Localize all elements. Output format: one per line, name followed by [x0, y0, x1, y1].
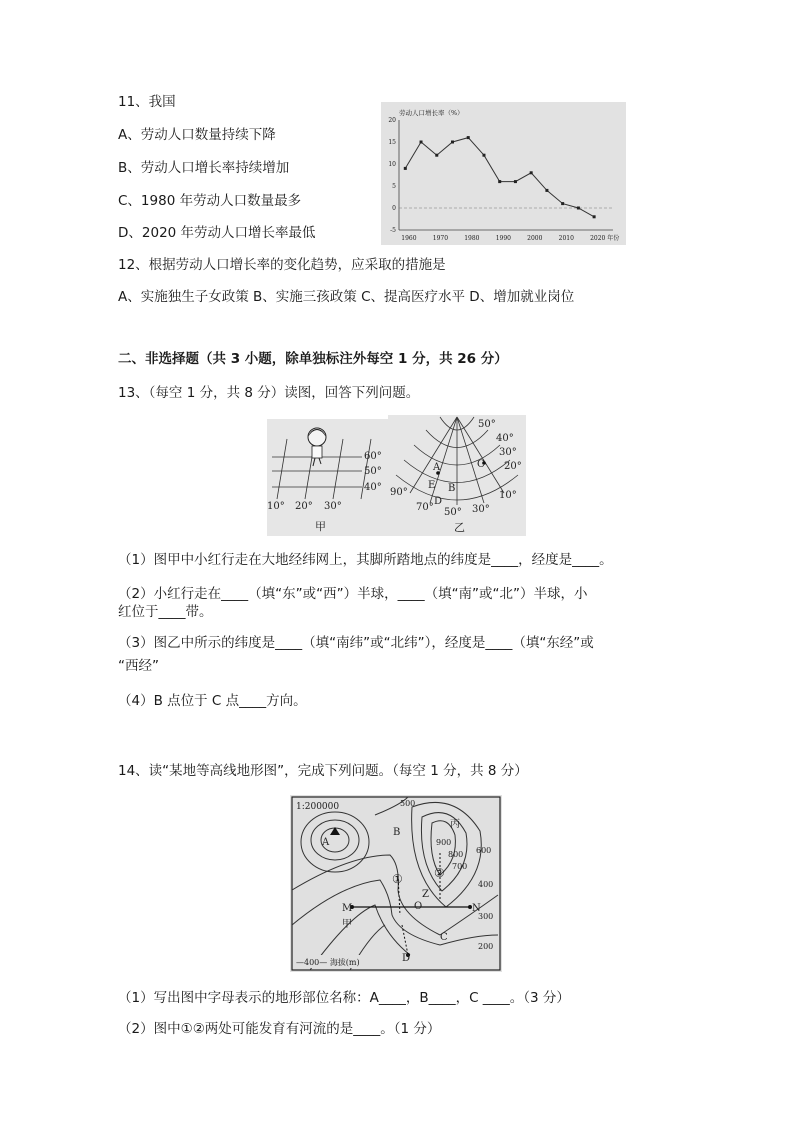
q13-part4: （4）B 点位于 C 点____方向。	[118, 693, 307, 709]
chart-data-point	[420, 141, 423, 144]
chart-data-point	[514, 180, 517, 183]
map-c: C	[440, 932, 448, 943]
yi-point-e: E	[428, 480, 436, 491]
chart-y-tick-label: 0	[392, 205, 396, 212]
map-900: 900	[436, 838, 452, 847]
map-scale: 1:200000	[296, 802, 340, 812]
figure-yi-svg	[388, 415, 526, 536]
chart-y-tick-label: -5	[390, 227, 396, 234]
chart-x-tick-label: 2000	[527, 235, 543, 242]
map-o: O	[414, 901, 423, 912]
q13-part1: （1）图甲中小红行走在大地经纬网上，其脚所踏地点的纬度是____，经度是____。	[118, 552, 613, 568]
chart-data-point	[435, 154, 438, 157]
map-700: 700	[452, 862, 468, 871]
q13-part3-line2: “西经”	[118, 658, 159, 674]
chart-data-point	[577, 207, 580, 210]
figure-jia-svg	[267, 419, 388, 536]
labor-growth-chart-svg	[381, 102, 626, 245]
yi-label-30: 30°	[499, 447, 517, 458]
chart-data-point	[593, 215, 596, 218]
q11-option-d: D、2020 年劳动人口增长率最低	[118, 225, 316, 241]
q11-option-c: C、1980 年劳动人口数量最多	[118, 193, 302, 209]
yi-label-50b: 50°	[444, 507, 462, 518]
chart-y-tick-label: 10	[388, 161, 396, 168]
q11-option-b: B、劳动人口增长率持续增加	[118, 160, 290, 176]
map-jia: 甲	[342, 919, 352, 930]
map-circle-2: ②	[434, 866, 445, 880]
q12-options: A、实施独生子女政策 B、实施三孩政策 C、提高医疗水平 D、增加就业岗位	[118, 289, 575, 305]
chart-data-point	[498, 180, 501, 183]
map-400: 400	[478, 880, 494, 889]
chart-x-tick-label: 1990	[495, 235, 511, 242]
yi-point-d: D	[434, 496, 443, 507]
chart-x-tick-label: 1960	[401, 235, 417, 242]
q14-part1: （1）写出图中字母表示的地形部位名称：A____，B____，C ____。（3 分）	[118, 990, 570, 1006]
map-d: D	[402, 953, 411, 964]
chart-data-point	[451, 141, 454, 144]
q11-stem: 11、我国	[118, 94, 176, 110]
chart-y-tick-label: 5	[392, 183, 396, 190]
jia-lat-50: 50°	[364, 466, 382, 477]
q13-stem: 13、（每空 1 分，共 8 分）读图，回答下列问题。	[118, 385, 420, 401]
figure-jia	[267, 419, 388, 536]
map-600: 600	[476, 846, 492, 855]
jia-caption: 甲	[315, 520, 326, 533]
chart-x-tick-label: 2010	[558, 235, 574, 242]
jia-lon-30: 30°	[324, 501, 342, 512]
map-circle-1: ①	[392, 872, 403, 886]
q14-part2: （2）图中①②两处可能发育有河流的是____。（1 分）	[118, 1021, 441, 1037]
chart-data-point	[561, 202, 564, 205]
jia-lon-10: 10°	[267, 501, 285, 512]
yi-label-40: 40°	[496, 433, 514, 444]
q14-stem: 14、读“某地等高线地形图”，完成下列问题。（每空 1 分，共 8 分）	[118, 763, 528, 779]
chart-data-point	[530, 171, 533, 174]
map-m: M	[342, 903, 353, 914]
figure-yi	[388, 415, 526, 536]
chart-title: 劳动人口增长率（%）	[399, 109, 464, 117]
chart-data-point	[545, 189, 548, 192]
jia-lon-20: 20°	[295, 501, 313, 512]
q13-part2-line2: 红位于____带。	[118, 604, 213, 620]
q12-stem: 12、根据劳动人口增长率的变化趋势，应采取的措施是	[118, 257, 446, 273]
yi-label-50: 50°	[478, 419, 496, 430]
labor-growth-chart	[381, 102, 626, 245]
map-a: A	[322, 837, 330, 848]
map-800: 800	[448, 850, 464, 859]
jia-lat-60: 60°	[364, 451, 382, 462]
contour-map-svg	[290, 795, 502, 972]
yi-label-30b: 30°	[472, 504, 490, 515]
chart-x-tick-label: 2020 年份	[590, 235, 620, 242]
chart-y-tick-label: 15	[388, 139, 396, 146]
contour-map	[290, 795, 502, 972]
yi-point-b: B	[448, 483, 456, 494]
map-b: B	[393, 827, 401, 838]
yi-label-70: 70°	[416, 502, 434, 513]
map-z: Z	[422, 889, 429, 900]
section2-heading: 二、非选择题（共 3 小题，除单独标注外每空 1 分，共 26 分）	[118, 351, 508, 367]
map-200: 200	[478, 942, 494, 951]
chart-x-tick-label: 1970	[432, 235, 449, 242]
map-300: 300	[478, 912, 494, 921]
jia-lat-40: 40°	[364, 482, 382, 493]
yi-caption: 乙	[454, 521, 465, 534]
chart-x-tick-label: 1980	[464, 235, 480, 242]
yi-label-10: 10°	[499, 490, 517, 501]
yi-label-20: 20°	[504, 461, 522, 472]
person-icon	[308, 428, 326, 466]
chart-series-line	[405, 138, 594, 217]
map-bing: 丙	[450, 819, 460, 830]
chart-data-point	[482, 154, 485, 157]
yi-point-c: C	[477, 459, 485, 470]
q13-part2-line1: （2）小红行走在____（填“东”或“西”）半球，____（填“南”或“北”）半球，小	[118, 586, 588, 602]
map-n: N	[472, 903, 481, 914]
q13-part3-line1: （3）图乙中所示的纬度是____（填“南纬”或“北纬”），经度是____（填“东经”或	[118, 635, 594, 651]
yi-point-a: A	[433, 462, 441, 473]
chart-data-point	[467, 136, 470, 139]
yi-label-90: 90°	[390, 487, 408, 498]
chart-data-point	[404, 167, 407, 170]
map-legend: —400— 海拔(m)	[296, 958, 360, 967]
chart-y-tick-label: 20	[388, 117, 396, 124]
q11-option-a: A、劳动人口数量持续下降	[118, 127, 276, 143]
map-500: 500	[400, 799, 416, 808]
